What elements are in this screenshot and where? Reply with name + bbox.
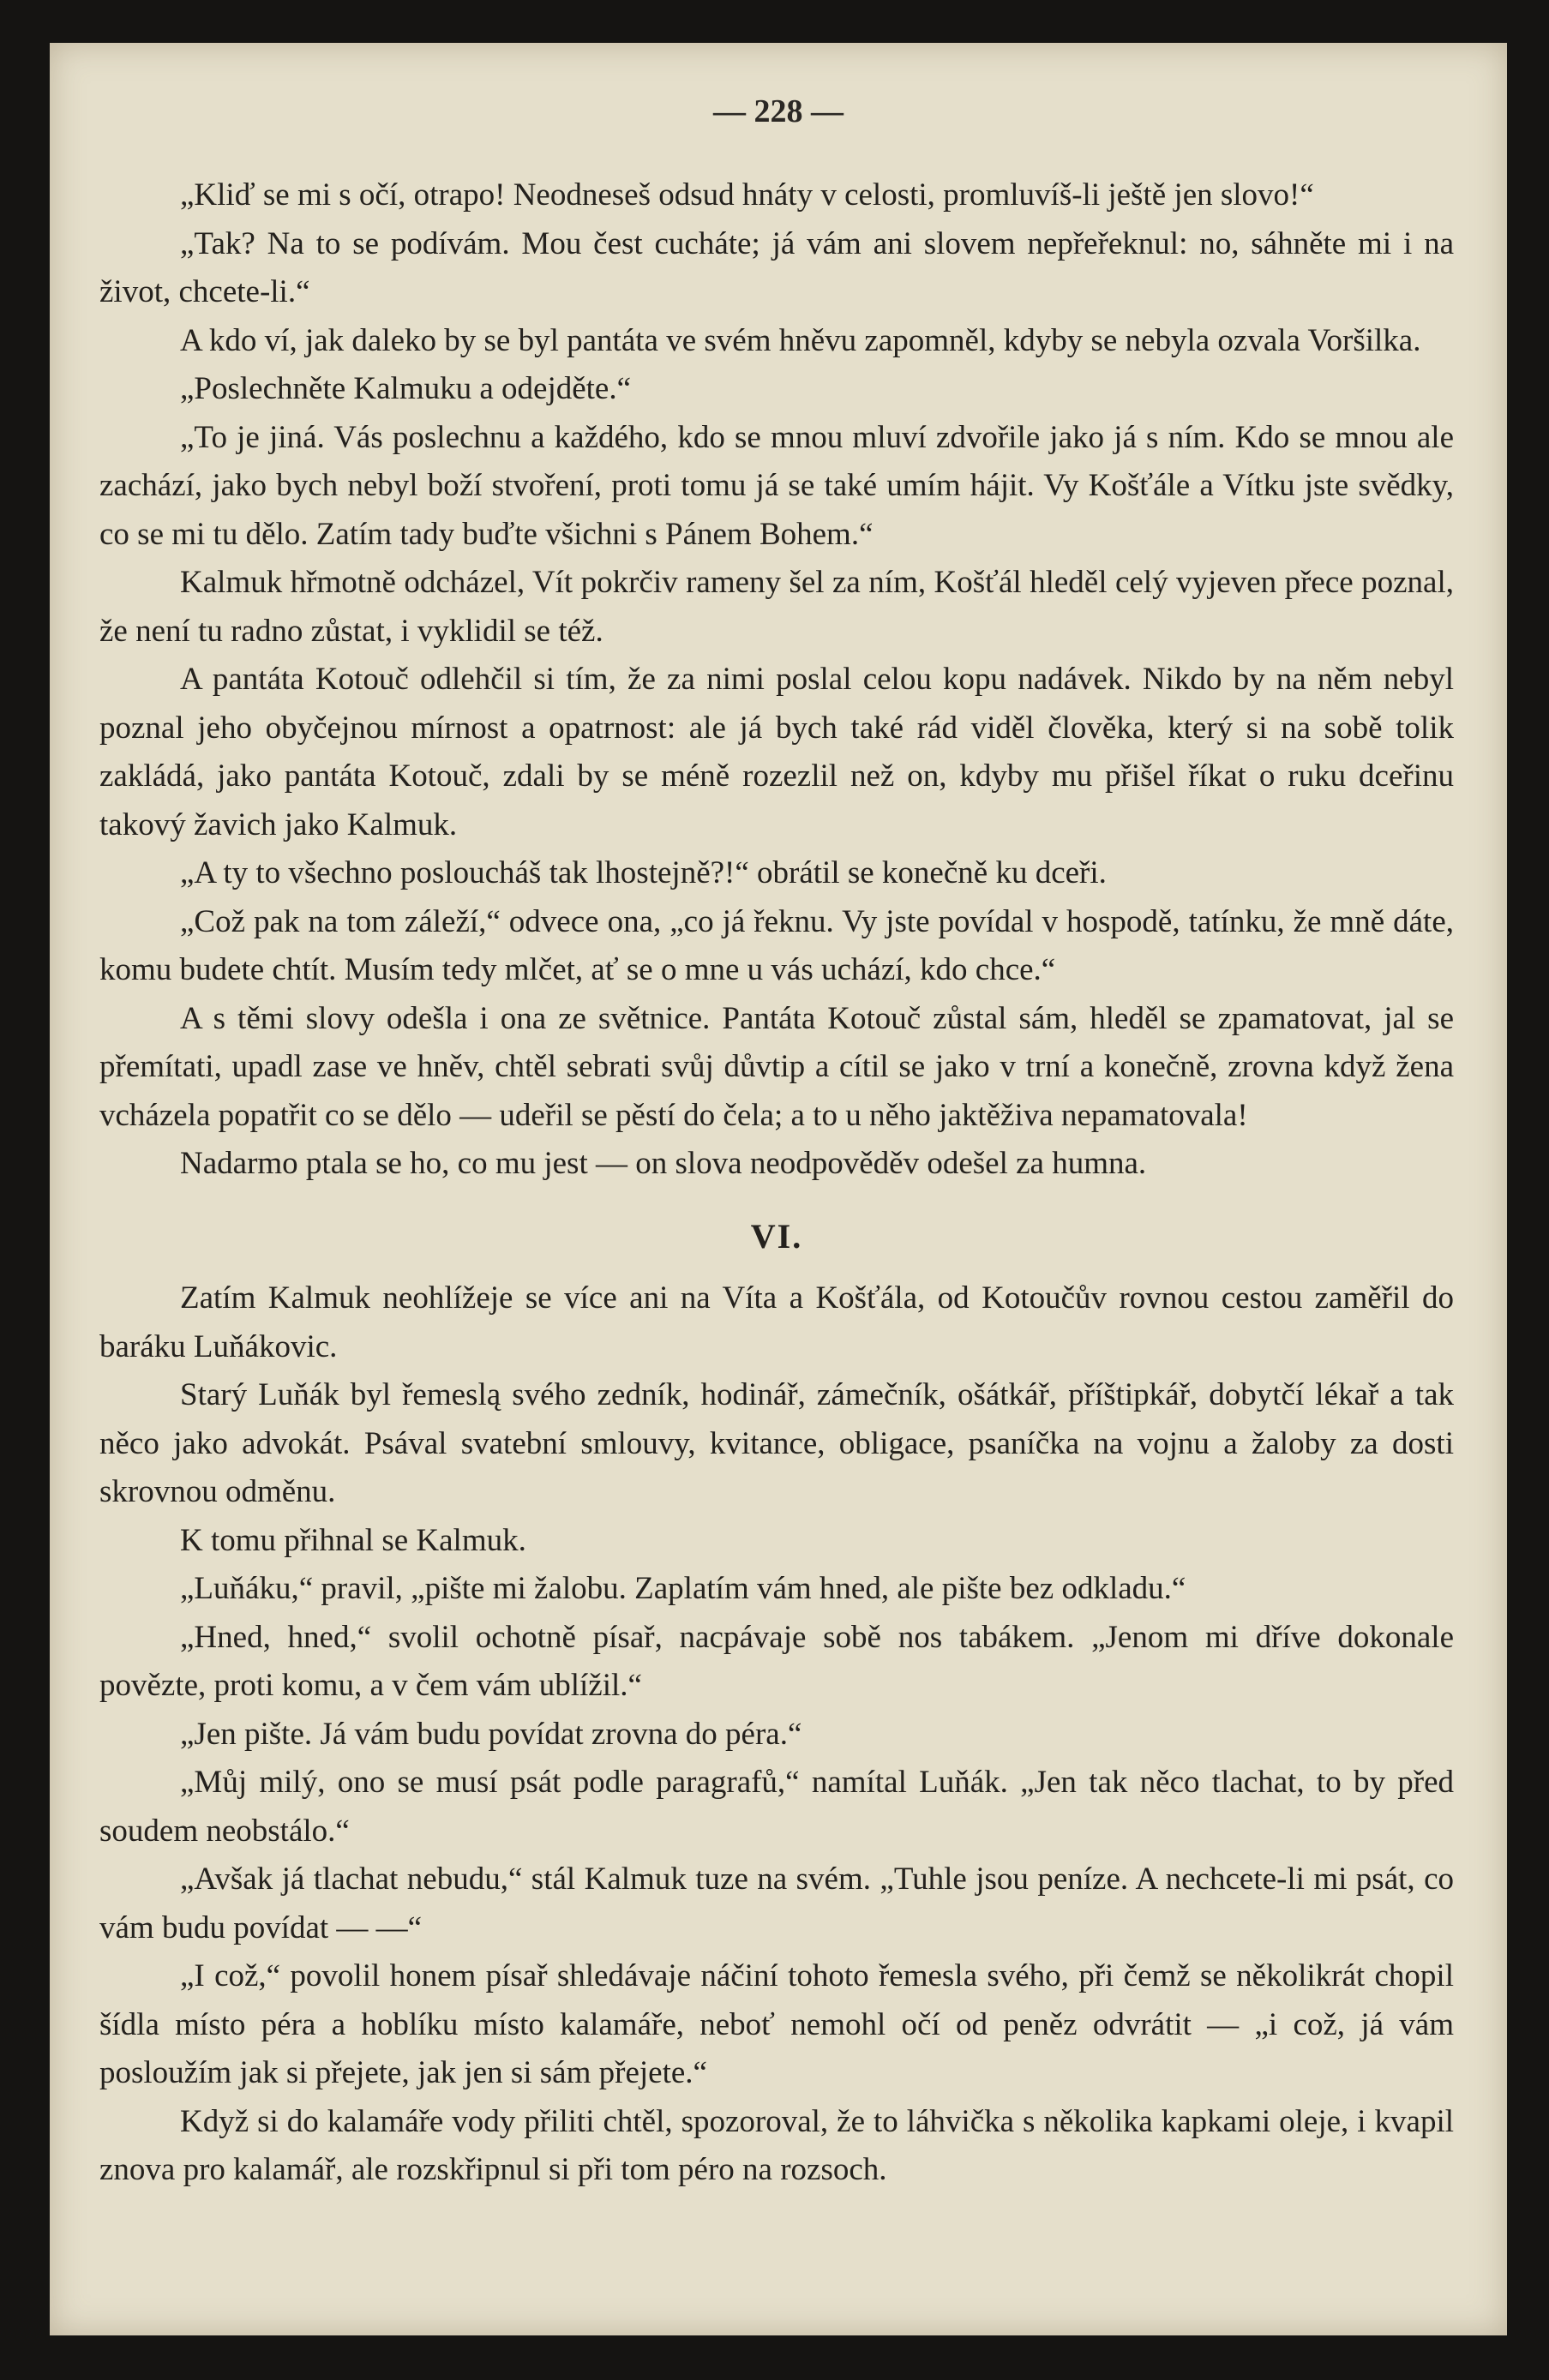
paragraph: „Avšak já tlachat nebudu,“ stál Kalmuk tuze na svém. „Tuhle jsou peníze. A nechcete-li mi psát, co vám budu povídat — —“ <box>99 1861 1454 1945</box>
paragraph: „Můj milý, ono se musí psát podle paragrafů,“ namítal Luňák. „Jen tak něco tlachat, to by před soudem neobstálo.“ <box>99 1765 1454 1849</box>
paragraph: A kdo ví, jak daleko by se byl pantáta ve svém hněvu zapomněl, kdyby se nebyla ozvala Voršilka. <box>180 322 1421 358</box>
paragraph: Starý Luňák byl řemeslą svého zedník, hodinář, zámečník, ošátkář, příštipkář, dobytčí lékař a tak něco jako advokát. Psával svatební smlouvy, kvitance, obligace, psaníčka na vojnu a žaloby za dosti skrovnou odměnu. <box>99 1377 1454 1509</box>
paragraph: A s těmi slovy odešla i ona ze světnice. Pantáta Kotouč zůstal sám, hleděl se zpamatovat, jal se přemítati, upadl zase ve hněv, chtěl sebrati svůj důvtip a cítil se jako v trní a konečně, zrovna když žena vcházela popatřit co se dělo — udeřil se pěstí do čela; a to u něho jaktěživa nepamatovala! <box>99 1000 1454 1133</box>
paragraph: „Luňáku,“ pravil, „pište mi žalobu. Zaplatím vám hned, ale pište bez odkladu.“ <box>180 1571 1186 1606</box>
paragraph: „I což,“ povolil honem písař shledávaje náčiní tohoto řemesla svého, při čemž se několikrát chopil šídla místo péra a hoblíku místo kalamáře, neboť nemohl očí od peněz odvrátit — „i což, já vám posloužím jak si přejete, jak jen si sám přejete.“ <box>99 1958 1454 2090</box>
paragraph: „Tak? Na to se podívám. Mou čest cucháte; já vám ani slovem nepřeřeknul: no, sáhněte mi i na život, chcete-li.“ <box>99 225 1454 309</box>
paragraph: Když si do kalamáře vody přiliti chtěl, spozoroval, že to láhvička s několika kapkami oleje, i kvapil znova pro kalamář, ale rozskřipnul si při tom péro na rozsoch. <box>99 2103 1454 2187</box>
paragraph: „Poslechněte Kalmuku a odejděte.“ <box>180 371 632 406</box>
paragraph: „Jen pište. Já vám budu povídat zrovna do péra.“ <box>180 1716 802 1752</box>
paragraph: Kalmuk hřmotně odcházel, Vít pokrčiv rameny šel za ním, Košťál hleděl celý vyjeven přece poznal, že není tu radno zůstat, i vyklidil se též. <box>99 565 1454 649</box>
paragraph: Nadarmo ptala se ho, co mu jest — on slova neodpověděv odešel za humna. <box>180 1146 1147 1181</box>
paragraph: K tomu přihnal se Kalmuk. <box>180 1522 526 1558</box>
paragraph: „To je jiná. Vás poslechnu a každého, kdo se mnou mluví zdvořile jako já s ním. Kdo se mnou ale zachází, jako bych nebyl boží stvoření, proti tomu já se také umím hájit. Vy Košťále a Vítku jste svědky, co se mi tu dělo. Zatím tady buďte všichni s Pánem Bohem.“ <box>99 419 1454 552</box>
book-page <box>50 43 1507 2335</box>
paragraph: „A ty to všechno posloucháš tak lhostejně?!“ obrátil se konečně ku dceři. <box>180 855 1107 890</box>
text-body <box>99 171 1454 2195</box>
paragraph: „Kliď se mi s očí, otrapo! Neodneseš odsud hnáty v celosti, promluvíš-li ještě jen slovo!“ <box>180 177 1314 213</box>
paragraph: „Hned, hned,“ svolil ochotně písař, nacpávaje sobě nos tabákem. „Jenom mi dříve dokonale povězte, proti komu, a v čem vám ublížil.“ <box>99 1619 1454 1703</box>
paragraph: Zatím Kalmuk neohlížeje se více ani na Víta a Košťála, od Kotoučův rovnou cestou zaměřil do baráku Luňákovic. <box>99 1280 1454 1364</box>
paragraph: „Což pak na tom záleží,“ odvece ona, „co já řeknu. Vy jste povídal v hospodě, tatínku, že mně dáte, komu budete chtít. Musím tedy mlčet, ať se o mne u vás uchází, kdo chce.“ <box>99 903 1454 987</box>
page-number: — 228 — <box>713 93 844 129</box>
paragraph: A pantáta Kotouč odlehčil si tím, že za nimi poslal celou kopu nadávek. Nikdo by na něm nebyl poznal jeho obyčejnou mírnost a opatrnost: ale já bych také rád viděl člověka, který si na sobě tolik zakládá, jako pantáta Kotouč, zdali by se méně rozezlil než on, kdyby mu přišel říkat o ruku dceřinu takový žavich jako Kalmuk. <box>99 662 1454 842</box>
chapter-heading: VI. <box>750 1216 803 1256</box>
